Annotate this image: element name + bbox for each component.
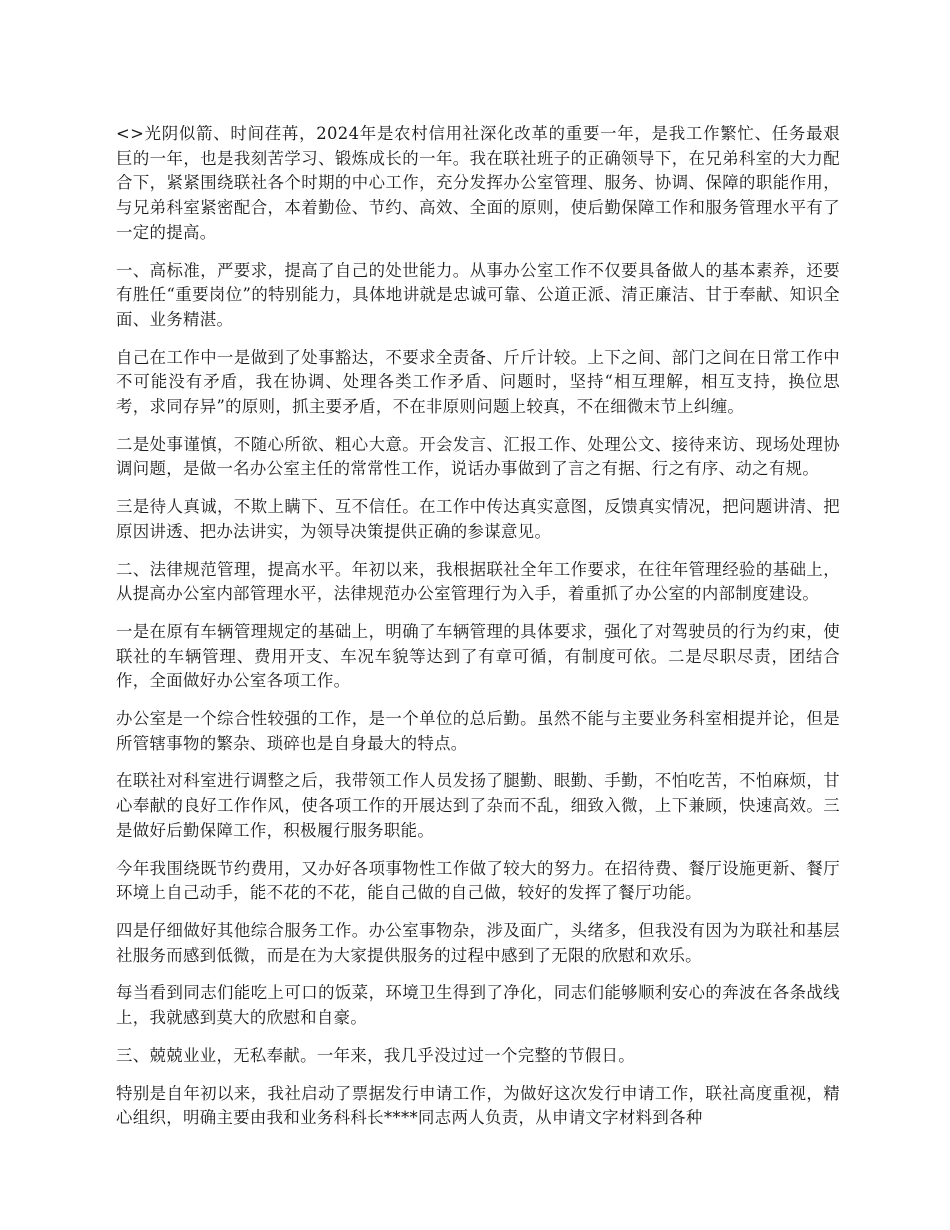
paragraph-point-1: 自己在工作中一是做到了处事豁达，不要求全责备、斤斤计较。上下之间、部门之间在日常工作中不可能没有矛盾，我在协调、处理各类工作矛盾、问题时，坚持“相互理解，相互支持，换位思考，求同存异”的原则，抓主要矛盾，不在非原则问题上较真，不在细微末节上纠缠。 (116, 347, 840, 417)
paragraph-comprehensive-service: 四是仔细做好其他综合服务工作。办公室事物杂，涉及面广，头绪多，但我没有因为为联社和基层社服务而感到低微，而是在为大家提供服务的过程中感到了无限的欣慰和欢乐。 (116, 920, 840, 965)
paragraph-vehicle-management: 一是在原有车辆管理规定的基础上，明确了车辆管理的具体要求，强化了对驾驶员的行为约束，使联社的车辆管理、费用开支、车况车貌等达到了有章可循，有制度可依。二是尽职尽责，团结合作，全面做好办公室各项工作。 (116, 621, 840, 691)
paragraph-work-style: 在联社对科室进行调整之后，我带领工作人员发扬了腿勤、眼勤、手勤，不怕吃苦，不怕麻烦，甘心奉献的良好工作作风，使各项工作的开展达到了杂而不乱，细致入微，上下兼顾，快速高效。三是做好后勤保障工作，积极履行服务职能。 (116, 771, 840, 840)
paragraph-section-1-heading: 一、高标准，严要求，提高了自己的处世能力。从事办公室工作不仅要具备做人的基本素养，还要有胜任“重要岗位”的特别能力，具体地讲就是忠诚可靠、公道正派、清正廉洁、甘于奉献、知识全面、业务精湛。 (116, 260, 840, 329)
paragraph-cost-saving: 今年我围绕既节约费用，又办好各项事物性工作做了较大的努力。在招待费、餐厅设施更新、餐厅环境上自己动手，能不花的不花，能自己做的自己做，较好的发挥了餐厅功能。 (116, 858, 840, 903)
paragraph-satisfaction: 每当看到同志们能吃上可口的饭菜，环境卫生得到了净化，同志们能够顺利安心的奔波在各条战线上，我就感到莫大的欣慰和自豪。 (116, 983, 840, 1028)
paragraph-office-overview: 办公室是一个综合性较强的工作，是一个单位的总后勤。虽然不能与主要业务科室相提并论，但是所管辖事物的繁杂、琐碎也是自身最大的特点。 (116, 709, 840, 753)
paragraph-section-2-heading: 二、法律规范管理，提高水平。年初以来，我根据联社全年工作要求，在往年管理经验的基础上，从提高办公室内部管理水平，法律规范办公室管理行为入手，着重抓了办公室的内部制度建设。 (116, 559, 840, 604)
paragraph-point-2: 二是处事谨慎，不随心所欲、粗心大意。开会发言、汇报工作、处理公文、接待来访、现场处理协调问题，是做一名办公室主任的常常性工作，说话办事做到了言之有据、行之有序、动之有规。 (116, 434, 840, 479)
paragraph-bill-issuance: 特别是自年初以来，我社启动了票据发行申请工作，为做好这次发行申请工作，联社高度重视，精心组织，明确主要由我和业务科科长****同志两人负责，从申请文字材料到各种 (116, 1083, 840, 1128)
paragraph-section-3-heading: 三、兢兢业业，无私奉献。一年来，我几乎没过过一个完整的节假日。 (116, 1045, 635, 1065)
paragraph-intro: <>光阴似箭、时间荏苒，2024年是农村信用社深化改革的重要一年，是我工作繁忙、任务最艰巨的一年，也是我刻苦学习、锻炼成长的一年。我在联社班子的正确领导下，在兄弟科室的大力配合下，紧紧围绕联社各个时期的中心工作，充分发挥办公室管理、服务、协调、保障的职能作用，与兄弟科室紧密配合，本着勤俭、节约、高效、全面的原则，使后勤保障工作和服务管理水平有了一定的提高。 (116, 124, 840, 242)
document-page (116, 122, 840, 1144)
paragraph-point-3: 三是待人真诚，不欺上瞒下、互不信任。在工作中传达真实意图，反馈真实情况，把问题讲清、把原因讲透、把办法讲实，为领导决策提供正确的参谋意见。 (116, 497, 840, 541)
